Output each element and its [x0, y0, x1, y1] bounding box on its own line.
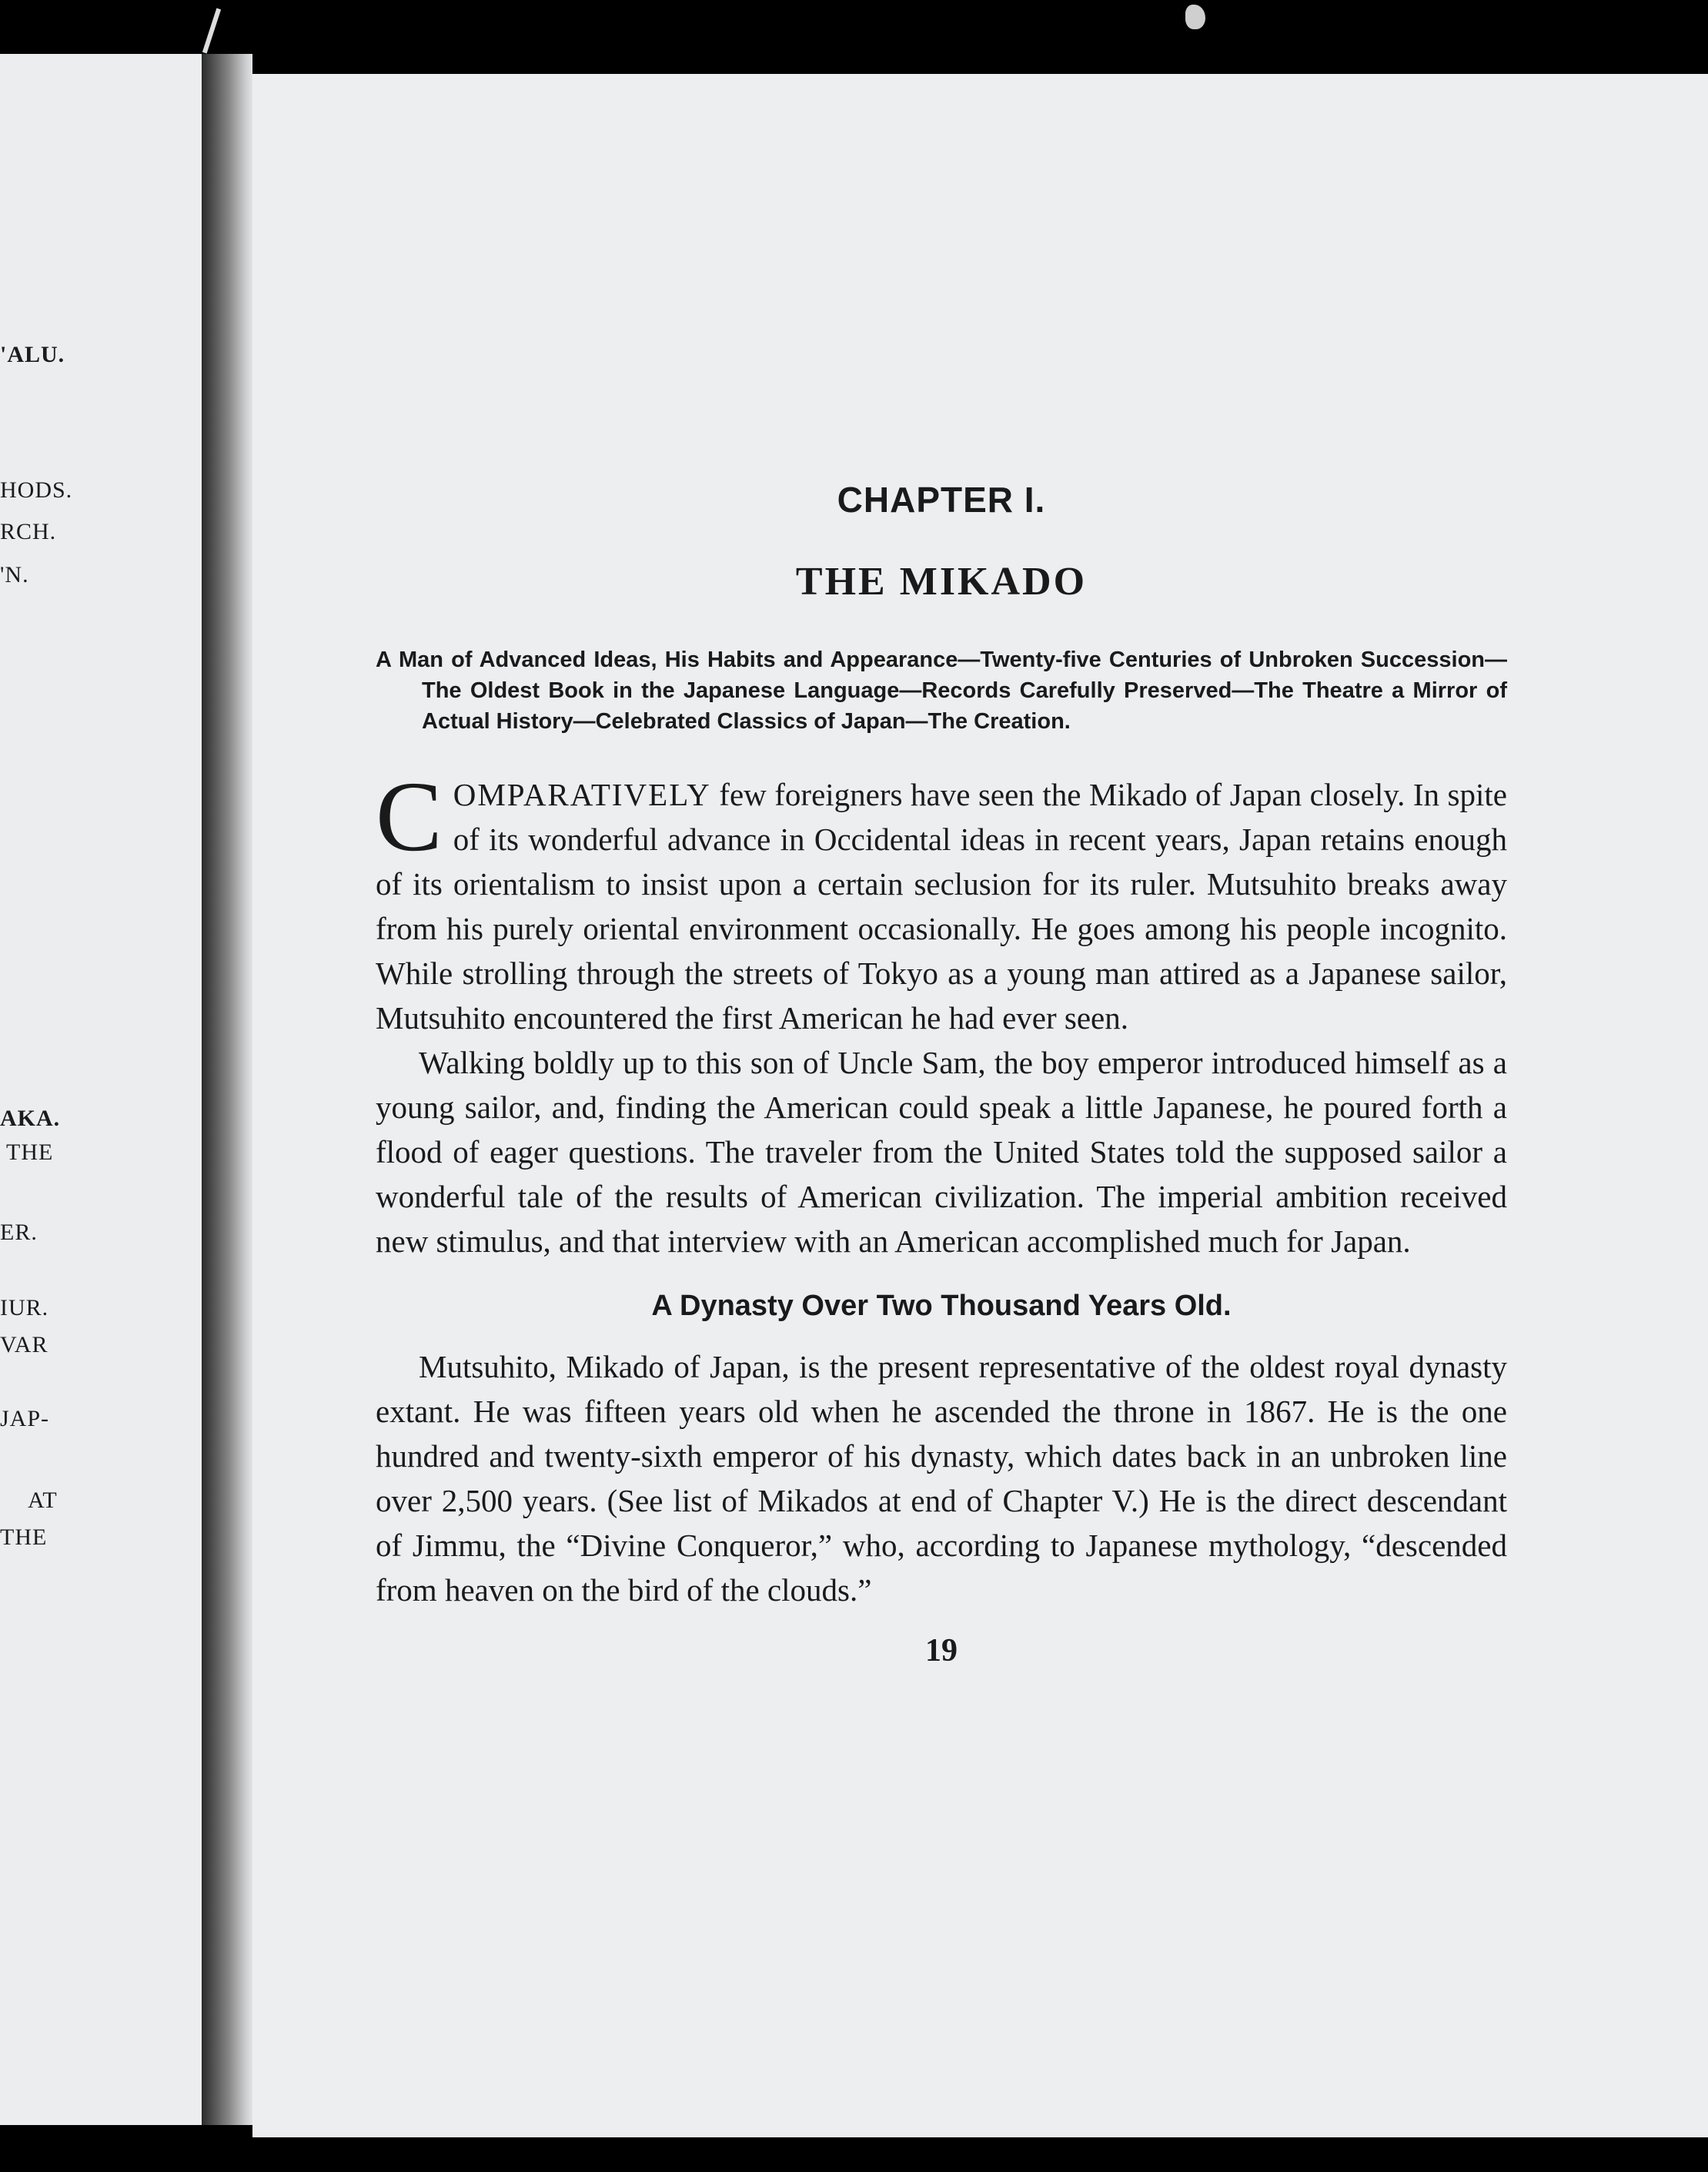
paragraph-1 — [376, 761, 1507, 1040]
scan-mark-icon — [202, 8, 221, 54]
left-margin-fragment: THE — [6, 1140, 54, 1165]
page-number: 19 — [925, 1633, 958, 1668]
left-margin-fragment: 'N. — [0, 562, 29, 587]
chapter-synopsis: A Man of Advanced Ideas, His Habits and Appearance—Twenty-five Centuries of Unbroken Succession—The Oldest Book in the Japanese Language—Records Carefully Preserved—The Theatre a Mirror of Actual History—Celebrated Classics of Japan—The Creation. — [376, 648, 1507, 734]
drop-cap: C — [376, 761, 443, 872]
paragraph-3: Mutsuhito, Mikado of Japan, is the present representative of the oldest royal dynasty extant. He was fifteen years old when he ascended the throne in 1867. He is the one hundred and twenty-sixth emperor of his dynasty, which dates back in an unbroken line over 2,500 years. (See list of Mikados at end of Chapter V.) He is the direct descendant of Jimmu, the “Divine Conqueror,” who, according to Japanese mythology, “descended from heaven on the bird of the clouds.” — [376, 1349, 1507, 1608]
left-margin-fragment: IUR. — [0, 1295, 49, 1320]
left-margin-fragment: HODS. — [0, 477, 73, 503]
scan-speck-icon — [1185, 5, 1205, 29]
book-gutter — [202, 54, 252, 2125]
left-margin-fragment: VAR — [0, 1332, 48, 1357]
chapter-number: CHAPTER I. — [837, 480, 1046, 520]
section-heading: A Dynasty Over Two Thousand Years Old. — [651, 1290, 1232, 1322]
paragraph-2: Walking boldly up to this son of Uncle Sam, the boy emperor introduced himself as a young sailor, and, finding the American could speak a little Japanese, he poured forth a flood of eager questions. The traveler from the United States told the supposed sailor a wonderful tale of the results of American civilization. The imperial ambition received new stimulus, and that interview with an American accomplished much for Japan. — [376, 1045, 1507, 1259]
paragraph-1-text: few foreigners have seen the Mikado of Japan closely. In spite of its wonderful advance in Occidental ideas in recent years, Japan retains enough of its orientalism to insist upon a certain seclusion for its ruler. Mutsuhito breaks away from his purely oriental environment occasionally. He goes among his people incognito. While strolling through the streets of Tokyo as a young man attired as a Japanese sailor, Mutsuhito encountered the first American he had ever seen. — [376, 777, 1507, 1036]
left-margin-fragment: RCH. — [0, 519, 57, 544]
left-margin-fragment: JAP- — [0, 1406, 50, 1431]
left-margin-fragment: AT — [28, 1488, 58, 1513]
left-margin-fragment: ER. — [0, 1220, 38, 1245]
page-content — [376, 462, 1507, 1669]
chapter-title: THE MIKADO — [795, 560, 1088, 604]
opening-word: OMPARATIVELY — [453, 777, 711, 812]
left-margin-fragment: THE — [0, 1524, 48, 1550]
left-margin-fragment: 'ALU. — [0, 342, 65, 367]
left-margin-fragment: AKA. — [0, 1106, 61, 1131]
